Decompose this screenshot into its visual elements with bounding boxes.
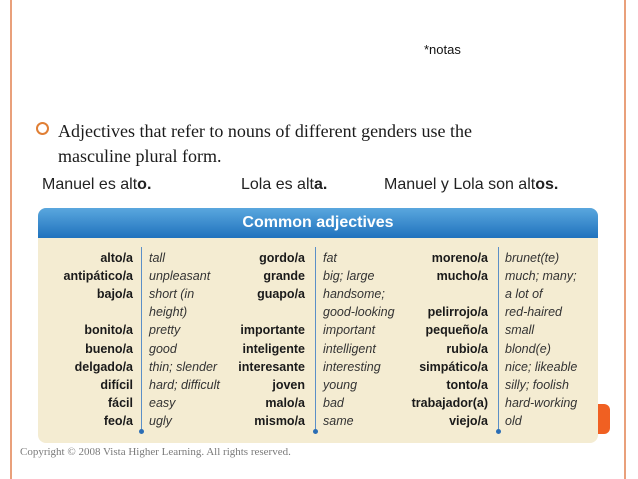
adjective-spanish: pelirrojo/a xyxy=(427,305,488,320)
adjective-english: brunet(te) xyxy=(505,251,560,265)
adjective-english: good xyxy=(149,341,177,356)
adjective-spanish: mismo/a xyxy=(254,413,305,428)
adjective-spanish: bonito/a xyxy=(84,323,133,338)
adjective-english: old xyxy=(505,413,522,428)
notes-label: *notas xyxy=(424,42,461,57)
adjective-english: good-looking xyxy=(323,305,395,320)
slide-frame-left xyxy=(10,0,12,479)
adjective-spanish: moreno/a xyxy=(431,251,488,265)
adjectives-table-title: Common adjectives xyxy=(242,214,394,231)
adjective-english: fat xyxy=(323,251,337,265)
column-divider-dot-3 xyxy=(496,429,501,434)
circle-bullet-icon xyxy=(36,122,49,135)
adjective-english: ugly xyxy=(149,413,172,428)
adjective-english: intelligent xyxy=(323,341,376,356)
example-sentence-3 xyxy=(384,176,558,194)
example-2-period: . xyxy=(322,176,328,193)
adjective-spanish: joven xyxy=(272,377,305,392)
adjective-english: small xyxy=(505,323,535,338)
column-divider-1 xyxy=(141,247,142,431)
adjective-english: silly; foolish xyxy=(505,377,569,392)
example-1-stem: Manuel es alt xyxy=(42,176,138,193)
example-1-ending: o xyxy=(137,176,147,193)
example-sentence-1 xyxy=(42,176,151,194)
example-3-period: . xyxy=(553,176,559,193)
adjective-english: hard-working xyxy=(505,395,578,410)
adjective-spanish: malo/a xyxy=(265,395,305,410)
example-1-period: . xyxy=(146,176,152,193)
adjective-spanish: pequeño/a xyxy=(425,323,488,338)
adjective-spanish: bajo/a xyxy=(96,287,133,302)
adjective-spanish: guapo/a xyxy=(257,287,305,302)
adjective-spanish: mucho/a xyxy=(436,269,488,284)
example-2-stem: Lola es alt xyxy=(241,176,314,193)
adjective-spanish: interesante xyxy=(238,359,305,374)
adjective-spanish: inteligente xyxy=(242,341,305,356)
adjective-english: important xyxy=(323,323,376,338)
adjective-spanish: difícil xyxy=(100,377,133,392)
adjective-spanish: alto/a xyxy=(100,251,133,265)
column-divider-3 xyxy=(498,247,499,431)
adjective-spanish: simpático/a xyxy=(419,359,488,374)
adjective-english: pretty xyxy=(149,323,181,338)
column-divider-2 xyxy=(315,247,316,431)
example-3-ending: os xyxy=(535,176,554,193)
adjective-english: much; many; xyxy=(505,269,577,284)
bullet-text: Adjectives that refer to nouns of different genders use the masculine plural form. xyxy=(58,121,473,166)
adjective-english: red-haired xyxy=(505,305,562,320)
adjective-english: a lot of xyxy=(505,287,543,302)
adjective-spanish: fácil xyxy=(107,395,133,410)
adjective-english: interesting xyxy=(323,359,381,374)
adjective-english: blond(e) xyxy=(505,341,551,356)
adjective-spanish: tonto/a xyxy=(446,377,488,392)
example-sentence-2 xyxy=(241,176,327,194)
adjective-english: height) xyxy=(149,305,188,320)
adjective-english: young xyxy=(323,377,358,392)
example-3-stem: Manuel y Lola son alt xyxy=(384,176,536,193)
adjective-english: unpleasant xyxy=(149,269,211,284)
adjective-spanish: gordo/a xyxy=(259,251,305,265)
adjective-spanish: bueno/a xyxy=(85,341,133,356)
slide-frame-right xyxy=(624,0,626,479)
page-marker-tab xyxy=(598,404,610,434)
adjective-spanish: importante xyxy=(240,323,305,338)
adjective-spanish: delgado/a xyxy=(74,359,133,374)
adjective-english: same xyxy=(323,413,354,428)
adjective-english: handsome; xyxy=(323,287,385,302)
adjective-english: thin; slender xyxy=(149,359,218,374)
adjective-spanish: feo/a xyxy=(103,413,133,428)
adjective-english: big; large xyxy=(323,269,375,284)
copyright-notice: Copyright © 2008 Vista Higher Learning. All rights reserved. xyxy=(20,446,291,458)
adjective-english: short (in xyxy=(149,287,195,302)
adjective-spanish: grande xyxy=(263,269,305,284)
adjective-spanish: trabajador(a) xyxy=(411,395,488,410)
adjective-spanish: viejo/a xyxy=(449,413,488,428)
adjectives-table-header xyxy=(38,208,598,238)
adjective-english: bad xyxy=(323,395,344,410)
adjective-english: easy xyxy=(149,395,176,410)
adjective-english: hard; difficult xyxy=(149,377,220,392)
adjective-english: tall xyxy=(149,251,165,265)
adjective-spanish: antipático/a xyxy=(63,269,133,284)
adjective-spanish: rubio/a xyxy=(446,341,488,356)
column-divider-dot-1 xyxy=(139,429,144,434)
adjective-english: nice; likeable xyxy=(505,359,578,374)
column-divider-dot-2 xyxy=(313,429,318,434)
example-2-ending: a xyxy=(313,176,323,193)
